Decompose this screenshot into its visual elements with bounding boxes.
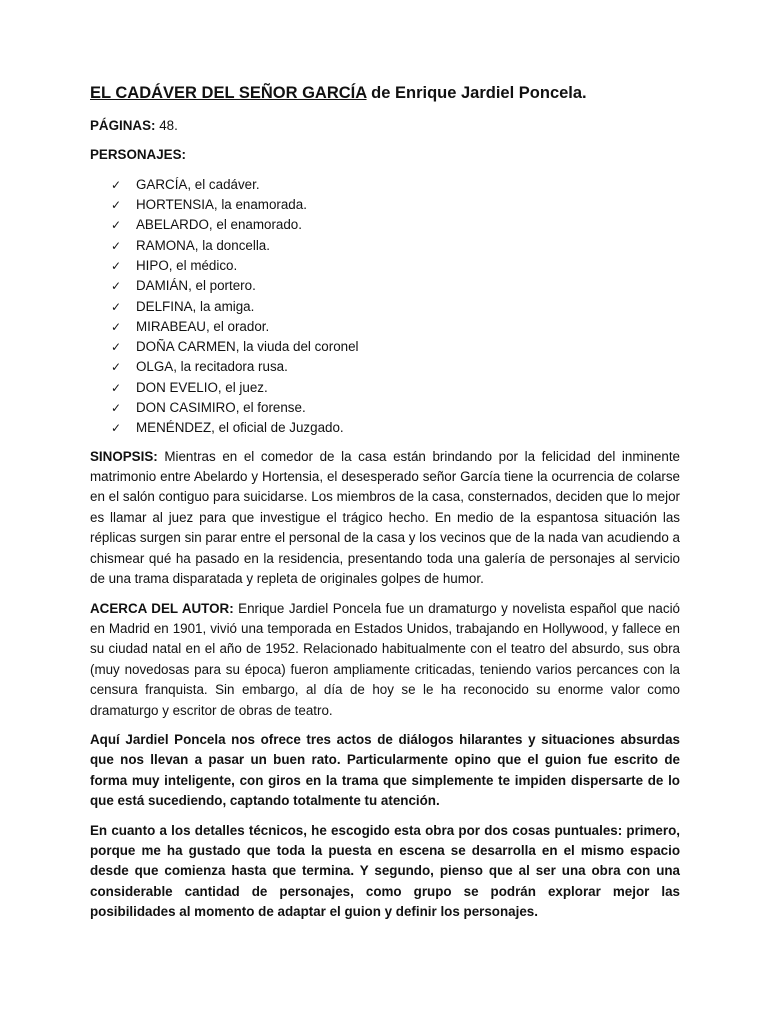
- character-entry: MIRABEAU, el orador.: [136, 318, 270, 334]
- list-item: [90, 418, 680, 438]
- author-text: Enrique Jardiel Poncela fue un dramaturgo y novelista español que nació en Madrid en 1901, vivió una temporada en Estados Unidos, trabajando en Hollywood, y fallece en su ciudad natal en el año de 1952. Relacionado habitualmente con el teatro del absurdo, sus obra (muy novedosas para su época) fueron ampliamente criticadas, teniendo varios percances con la censura franquista. Sin embargo, al día de hoy se le ha reconocido su enorme valor como dramaturgo y escritor de obras de teatro.: [90, 600, 680, 718]
- character-entry: MENÉNDEZ, el oficial de Juzgado.: [136, 420, 344, 436]
- list-item: [90, 256, 680, 276]
- synopsis-text: Mientras en el comedor de la casa están brindando por la felicidad del inminente matrimonio entre Abelardo y Hortensia, el desesperado señor García tiene la ocurrencia de colarse en el salón contiguo para suicidarse. Los miembros de la casa, consternados, deciden que lo mejor es llamar al juez para que investigue el trágico hecho. En medio de la espantosa situación las réplicas surgen sin parar entre el personal de la casa y los vecinos que de la nada van acudiendo a chismear qué ha pasado en la residencia, presentando toda una galería de personajes al servicio de una trama disparatada y repleta de originales golpes de humor.: [90, 448, 680, 587]
- opinion-paragraph-2: En cuanto a los detalles técnicos, he escogido esta obra por dos cosas puntuales: primero, porque me ha gustado que toda la puesta en escena se desarrolla en el mismo espacio desde que comienza hasta que termina. Y segundo, pienso que al ser una obra con una considerable cantidad de personajes, como grupo se podrán explorar mejor las posibilidades al momento de adaptar el guion y definir los personajes.: [90, 822, 680, 920]
- character-entry: RAMONA, la doncella.: [136, 237, 270, 253]
- checkmark-icon: ✓: [111, 279, 122, 294]
- list-item: [90, 398, 680, 418]
- character-entry: DON CASIMIRO, el forense.: [136, 400, 306, 416]
- list-item: [90, 175, 680, 195]
- pages-line: [90, 116, 680, 136]
- checkmark-icon: ✓: [111, 401, 122, 416]
- author-paragraph: [90, 599, 680, 721]
- checkmark-icon: ✓: [111, 380, 122, 395]
- pages-label: PÁGINAS:: [90, 118, 156, 133]
- synopsis-paragraph: [90, 447, 680, 590]
- checkmark-icon: ✓: [111, 177, 122, 192]
- list-item: [90, 297, 680, 317]
- character-entry: GARCÍA, el cadáver.: [136, 176, 260, 192]
- checkmark-icon: ✓: [111, 218, 122, 233]
- checkmark-icon: ✓: [111, 421, 122, 436]
- checkmark-icon: ✓: [111, 340, 122, 355]
- characters-list: [90, 175, 680, 439]
- pages-value: 48.: [155, 118, 178, 133]
- list-item: [90, 317, 680, 337]
- character-entry: DAMIÁN, el portero.: [136, 278, 256, 294]
- list-item: [90, 378, 680, 398]
- document-page: [90, 82, 680, 932]
- checkmark-icon: ✓: [111, 259, 122, 273]
- checkmark-icon: ✓: [111, 198, 122, 213]
- opinion-paragraph-1: Aquí Jardiel Poncela nos ofrece tres actos de diálogos hilarantes y situaciones absurdas que nos llevan a pasar un buen rato. Particularmente opino que el guion fue escrito de forma muy inteligente, con giros en la trama que simplemente te impiden dispersarte de lo que está sucediendo, captando totalmente tu atención.: [90, 731, 680, 809]
- character-entry: HIPO, el médico.: [136, 258, 238, 273]
- character-entry: DOÑA CARMEN, la viuda del coronel: [136, 339, 359, 355]
- checkmark-icon: ✓: [111, 319, 122, 334]
- checkmark-icon: ✓: [111, 360, 122, 375]
- synopsis-label: SINOPSIS:: [90, 448, 158, 464]
- checkmark-icon: ✓: [111, 238, 122, 253]
- checkmark-icon: ✓: [111, 299, 122, 314]
- character-entry: HORTENSIA, la enamorada.: [136, 197, 307, 213]
- list-item: [90, 195, 680, 215]
- author-label: ACERCA DEL AUTOR:: [90, 600, 234, 616]
- document-title: [90, 82, 680, 104]
- character-entry: ABELARDO, el enamorado.: [136, 217, 302, 233]
- characters-heading: [90, 145, 680, 165]
- title-author: de Enrique Jardiel Poncela.: [366, 84, 587, 102]
- list-item: [90, 215, 680, 235]
- list-item: [90, 337, 680, 357]
- list-item: [90, 357, 680, 377]
- list-item: [90, 236, 680, 256]
- character-entry: OLGA, la recitadora rusa.: [136, 359, 288, 375]
- list-item: [90, 276, 680, 296]
- characters-label: PERSONAJES:: [90, 147, 186, 163]
- character-entry: DON EVELIO, el juez.: [136, 379, 268, 395]
- character-entry: DELFINA, la amiga.: [136, 298, 255, 314]
- title-play-name: EL CADÁVER DEL SEÑOR GARCÍA: [90, 84, 367, 102]
